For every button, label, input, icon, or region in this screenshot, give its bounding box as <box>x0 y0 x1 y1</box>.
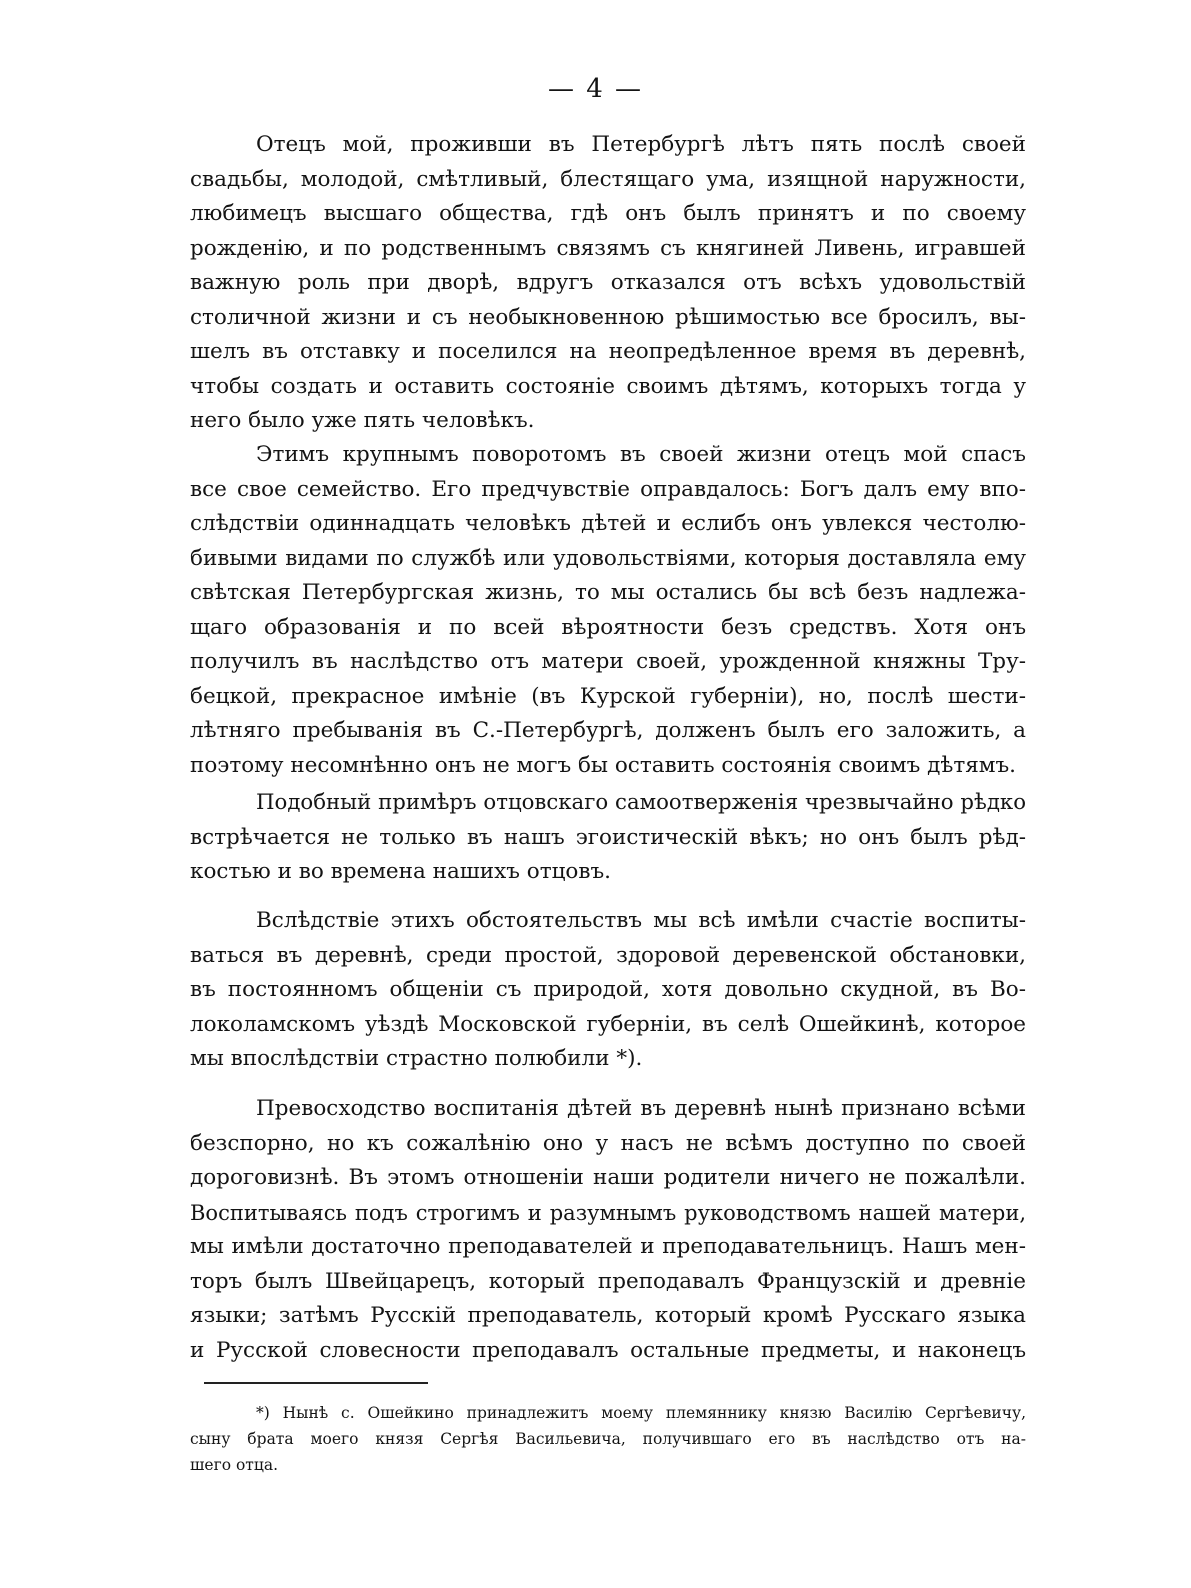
text-line: безспорно, но къ сожалѣнію оно у насъ не всѣмъ доступно по своей <box>190 1130 1026 1156</box>
text-line: въ постоянномъ общеніи съ природой, хотя довольно скудной, въ Во- <box>190 977 1026 1002</box>
text-line: торъ былъ Швейцарецъ, который преподавалъ Французскій и древніе <box>190 1268 1026 1294</box>
text-line: встрѣчается не только въ нашъ эгоистическій вѣкъ; но онъ былъ рѣд- <box>190 824 1026 850</box>
paragraph-3 <box>190 786 1026 890</box>
text-line: бивыми видами по службѣ или удовольствіями, которыя доставляла ему <box>190 545 1026 571</box>
text-line: рожденію, и по родственнымъ связямъ съ княгиней Ливень, игравшей <box>190 235 1026 261</box>
text-line: мы впослѣдствіи страстно полюбили *). <box>190 1046 643 1071</box>
text-line: слѣдствіи одиннадцать человѣкъ дѣтей и еслибъ онъ увлекся честолю- <box>190 511 1026 536</box>
paragraph-4 <box>190 904 1026 1077</box>
paragraph-2 <box>190 438 1026 783</box>
text-line: чтобы создать и оставить состояніе своимъ дѣтямъ, которыхъ тогда у <box>190 373 1026 399</box>
footnote-divider <box>204 1382 428 1384</box>
text-line: Превосходство воспитанія дѣтей въ деревнѣ нынѣ признано всѣми <box>256 1096 1026 1121</box>
text-line: ваться въ деревнѣ, среди простой, здоровой деревенской обстановки, <box>190 942 1026 968</box>
text-line: языки; затѣмъ Русскій преподаватель, который кромѣ Русскаго языка <box>190 1303 1026 1328</box>
text-line: получилъ въ наслѣдство отъ матери своей, урожденной княжны Тру- <box>190 649 1026 674</box>
footnote-line: *) Нынѣ с. Ошейкино принадлежитъ моему племяннику князю Василію Сергѣевичу, <box>256 1404 1026 1422</box>
text-line: Подобный примѣръ отцовскаго самоотверженія чрезвычайно рѣдко <box>256 790 1026 815</box>
text-line: костью и во времена нашихъ отцовъ. <box>190 859 611 884</box>
text-line: лѣтняго пребыванія въ С.-Петербургѣ, долженъ былъ его заложить, а <box>190 718 1026 743</box>
text-line: поэтому несомнѣнно онъ не могъ бы оставить состоянія своимъ дѣтямъ. <box>190 752 1017 778</box>
text-line: бецкой, прекрасное имѣніе (въ Курской губерніи), но, послѣ шести- <box>190 683 1026 709</box>
footnote-line: шего отца. <box>190 1456 279 1474</box>
text-line: любимецъ высшаго общества, гдѣ онъ былъ принятъ и по своему <box>190 201 1026 226</box>
paragraph-1 <box>190 128 1026 439</box>
footnote <box>190 1400 1026 1478</box>
text-line: важную роль при дворѣ, вдругъ отказался отъ всѣхъ удовольствій <box>190 270 1026 295</box>
paragraph-5 <box>190 1092 1026 1368</box>
text-line: свадьбы, молодой, смѣтливый, блестящаго ума, изящной наружности, <box>190 166 1026 192</box>
text-line: столичной жизни и съ необыкновенною рѣшимостью все бросилъ, вы- <box>190 304 1026 330</box>
text-line: Отецъ мой, проживши въ Петербургѣ лѣтъ пять послѣ своей <box>256 132 1026 157</box>
text-line: дороговизнѣ. Въ этомъ отношеніи наши родители ничего не пожалѣли. <box>190 1165 1026 1190</box>
text-line: щаго образованія и по всей вѣроятности безъ средствъ. Хотя онъ <box>190 614 1026 640</box>
text-line: Этимъ крупнымъ поворотомъ въ своей жизни отецъ мой спасъ <box>256 442 1026 467</box>
text-line: шелъ въ отставку и поселился на неопредѣленное время въ деревнѣ, <box>190 339 1026 364</box>
text-line: Вслѣдствіе этихъ обстоятельствъ мы всѣ имѣли счастіе воспиты- <box>256 908 1026 933</box>
text-line: свѣтская Петербургская жизнь, то мы остались бы всѣ безъ надлежа- <box>190 580 1026 605</box>
text-line: мы имѣли достаточно преподавателей и преподавательницъ. Нашъ мен- <box>190 1234 1026 1259</box>
footnote-line: сыну брата моего князя Сергѣя Васильевича, получившаго его въ наслѣдство отъ на- <box>190 1430 1026 1448</box>
text-line: Воспитываясь подъ строгимъ и разумнымъ руководствомъ нашей матери, <box>190 1200 1026 1225</box>
text-line: него было уже пять человѣкъ. <box>190 408 535 433</box>
text-line: локоламскомъ уѣздѣ Московской губерніи, въ селѣ Ошейкинѣ, которое <box>190 1011 1026 1037</box>
text-line: и Русской словесности преподавалъ остальные предметы, и наконецъ <box>190 1337 1026 1363</box>
page-number: — 4 — <box>547 74 644 104</box>
text-line: все свое семейство. Его предчувствіе оправдалось: Богъ далъ ему впо- <box>190 476 1026 502</box>
